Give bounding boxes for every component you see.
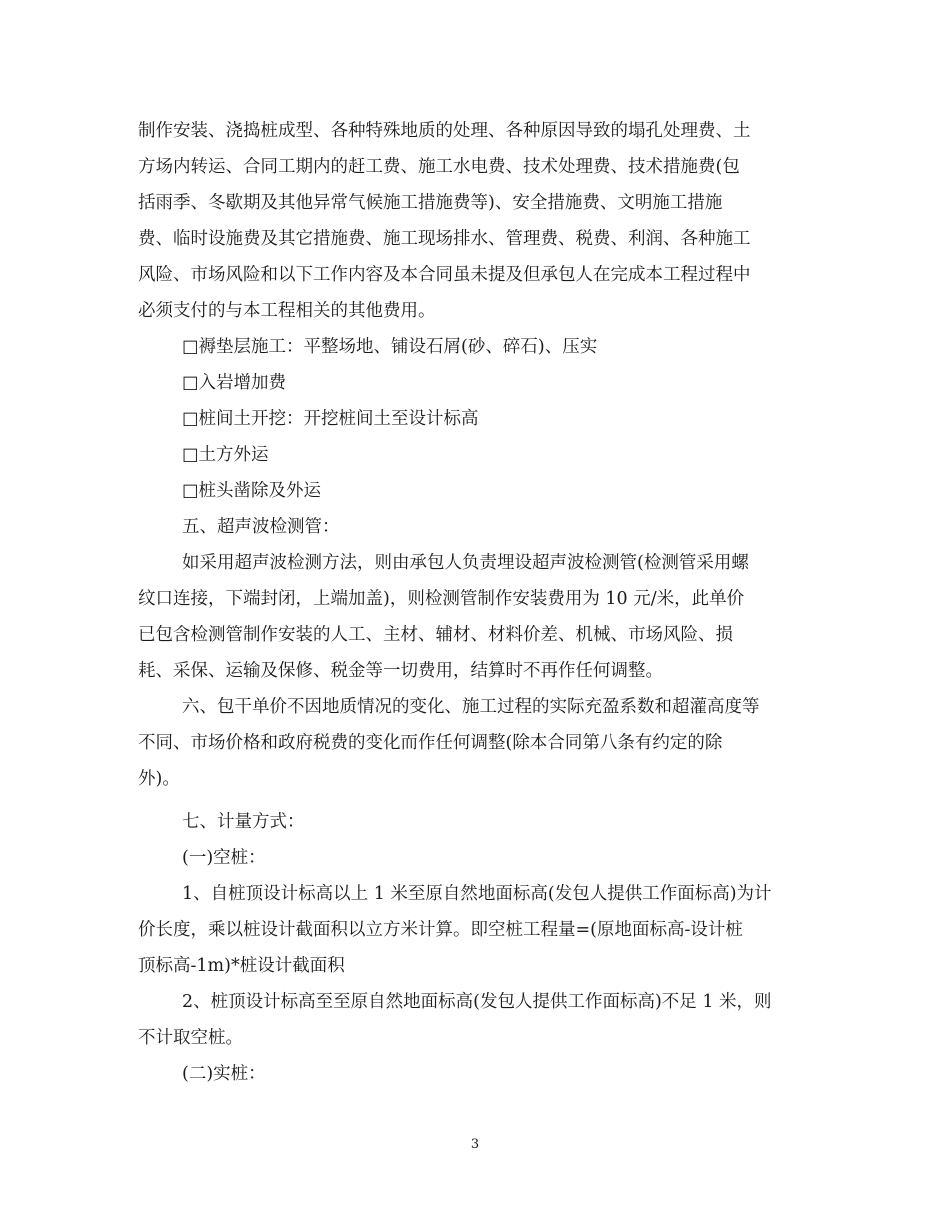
text-line: 如采用超声波检测方法，则由承包人负责埋设超声波检测管(检测管采用螺 (182, 553, 749, 573)
checkbox-item: □土方外运 (182, 445, 269, 465)
text-line: 顶标高-1m)*桩设计截面积 (138, 956, 345, 976)
page-number: 3 (470, 1137, 480, 1152)
text-line: 费、临时设施费及其它措施费、施工现场排水、管理费、税费、利润、各种施工 (138, 229, 751, 249)
text-line: 外)。 (138, 769, 180, 789)
text-line: 不计取空桩。 (138, 1028, 243, 1048)
checkbox-item: □桩头凿除及外运 (182, 481, 322, 501)
subsection-heading: (二)实桩： (182, 1064, 266, 1084)
checkbox-item: □入岩增加费 (182, 373, 287, 393)
checkbox-item: □褥垫层施工：平整场地、铺设石屑(砂、碎石)、压实 (182, 337, 598, 357)
text-line: 括雨季、冬歇期及其他异常气候施工措施费等)、安全措施费、文明施工措施 (138, 193, 723, 213)
document-body (138, 113, 818, 1092)
subsection-heading: (一)空桩： (182, 848, 266, 868)
text-line: 不同、市场价格和政府税费的变化而作任何调整(除本合同第八条有约定的除 (138, 733, 723, 753)
text-line: 已包含检测管制作安装的人工、主材、辅材、材料价差、机械、市场风险、损 (138, 625, 733, 645)
text-line: 纹口连接，下端封闭，上端加盖)，则检测管制作安装费用为 10 元/米，此单价 (138, 589, 745, 609)
text-line: 制作安装、浇捣桩成型、各种特殊地质的处理、各种原因导致的塌孔处理费、土 (138, 121, 751, 141)
text-line: 2、桩顶设计标高至至原自然地面标高(发包人提供工作面标高)不足 1 米，则 (182, 992, 772, 1012)
checkbox-item: □桩间土开挖：开挖桩间土至设计标高 (182, 409, 479, 429)
text-line: 1、自桩顶设计标高以上 1 米至原自然地面标高(发包人提供工作面标高)为计 (182, 884, 772, 904)
section-heading: 六、包干单价不因地质情况的变化、施工过程的实际充盈系数和超灌高度等 (182, 697, 760, 717)
text-line: 必须支付的与本工程相关的其他费用。 (138, 301, 436, 321)
text-line: 耗、采保、运输及保修、税金等一切费用，结算时不再作任何调整。 (138, 661, 663, 681)
text-line: 方场内转运、合同工期内的赶工费、施工水电费、技术处理费、技术措施费(包 (138, 157, 740, 177)
text-line: 风险、市场风险和以下工作内容及本合同虽未提及但承包人在完成本工程过程中 (138, 265, 751, 285)
text-line: 价长度，乘以桩设计截面积以立方米计算。即空桩工程量=(原地面标高-设计桩 (138, 920, 743, 940)
section-heading: 五、超声波检测管： (182, 517, 340, 537)
section-heading: 七、计量方式： (182, 812, 305, 832)
